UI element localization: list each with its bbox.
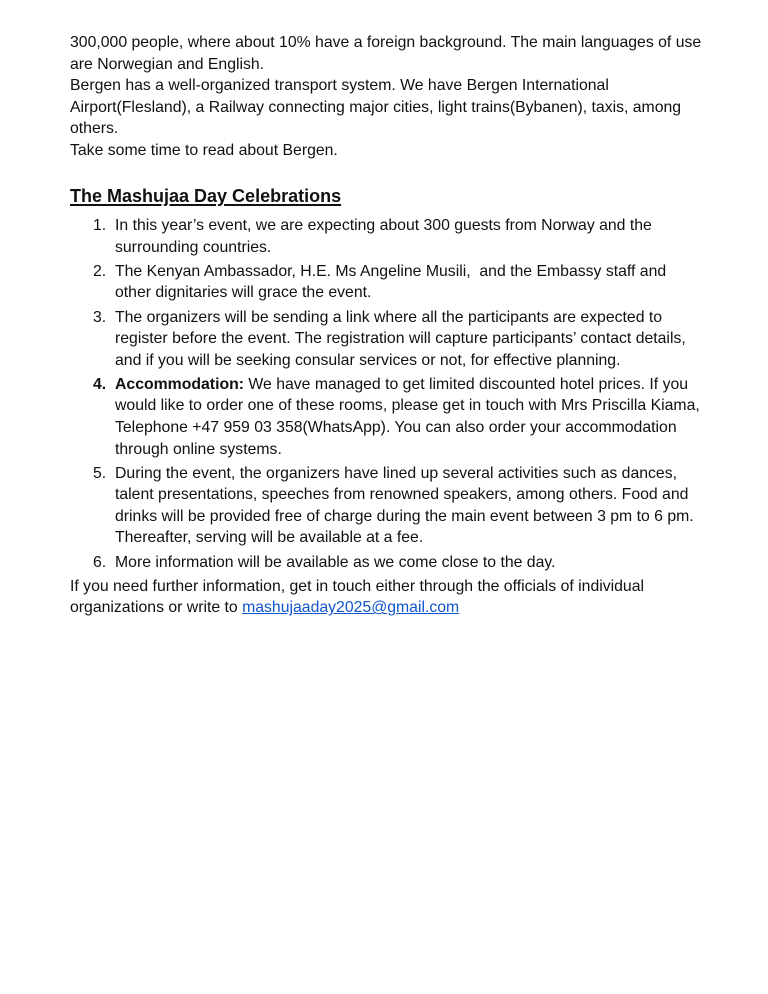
footer-text: If you need further information, get in touch either through the officials of individual organizations or write to xyxy=(70,577,649,617)
list-item-registration xyxy=(70,307,706,372)
list-item-ambassador xyxy=(70,261,706,304)
list-item-text: During the event, the organizers have lined up several activities such as dances, talent presentations, speeches from renowned speakers, among others. Food and drinks will be provided free of charge during the main event between 3 pm to 6 pm. Thereafter, serving will be available at a fee. xyxy=(115,464,698,547)
list-item-number: 2. xyxy=(93,262,107,280)
list-item-number: 4. xyxy=(93,375,107,393)
list-item-number: 1. xyxy=(93,217,107,235)
accommodation-bold-label: Accommodation: xyxy=(115,375,245,393)
list-item-text: The organizers will be sending a link where all the participants are expected to register before the event. The registration will capture participants’ contact details, and if you will be seeking consular services or not, for effective planning. xyxy=(115,308,691,369)
paragraph-read-about-bergen: Take some time to read about Bergen. xyxy=(70,141,338,159)
email-link[interactable]: mashujaaday2025@gmail.com xyxy=(242,599,460,617)
list-item-guests xyxy=(70,215,706,258)
section-heading: The Mashujaa Day Celebrations xyxy=(70,186,342,207)
paragraph-population: 300,000 people, where about 10% have a foreign background. The main languages of use are Norwegian and English. xyxy=(70,34,706,73)
list-item-text xyxy=(115,374,706,460)
accommodation-detail-text: We have managed to get limited discounted hotel prices. If you would like to order one of these rooms, please get in touch with Mrs Priscilla Kiama, Telephone +47 959 03 358(WhatsApp). You can also order your accommodation through online systems. xyxy=(115,375,704,458)
list-item-number: 5. xyxy=(93,464,107,482)
list-item-number: 3. xyxy=(93,308,107,326)
celebrations-list xyxy=(70,215,706,573)
list-item-more-info xyxy=(70,552,706,574)
list-item-activities xyxy=(70,463,706,549)
paragraph-transport: Bergen has a well-organized transport system. We have Bergen International Airport(Flesland), a Railway connecting major cities, light trains(Bybanen), taxis, among others. xyxy=(70,77,686,138)
list-item-accommodation xyxy=(70,374,706,460)
list-item-text: In this year’s event, we are expecting about 300 guests from Norway and the surrounding countries. xyxy=(115,217,657,256)
footer-paragraph xyxy=(70,576,706,619)
list-item-text: The Kenyan Ambassador, H.E. Ms Angeline Musili, and the Embassy staff and other dignitaries will grace the event. xyxy=(115,262,671,302)
list-item-number: 6. xyxy=(93,553,107,571)
list-item-text: More information will be available as we come close to the day. xyxy=(115,553,556,571)
